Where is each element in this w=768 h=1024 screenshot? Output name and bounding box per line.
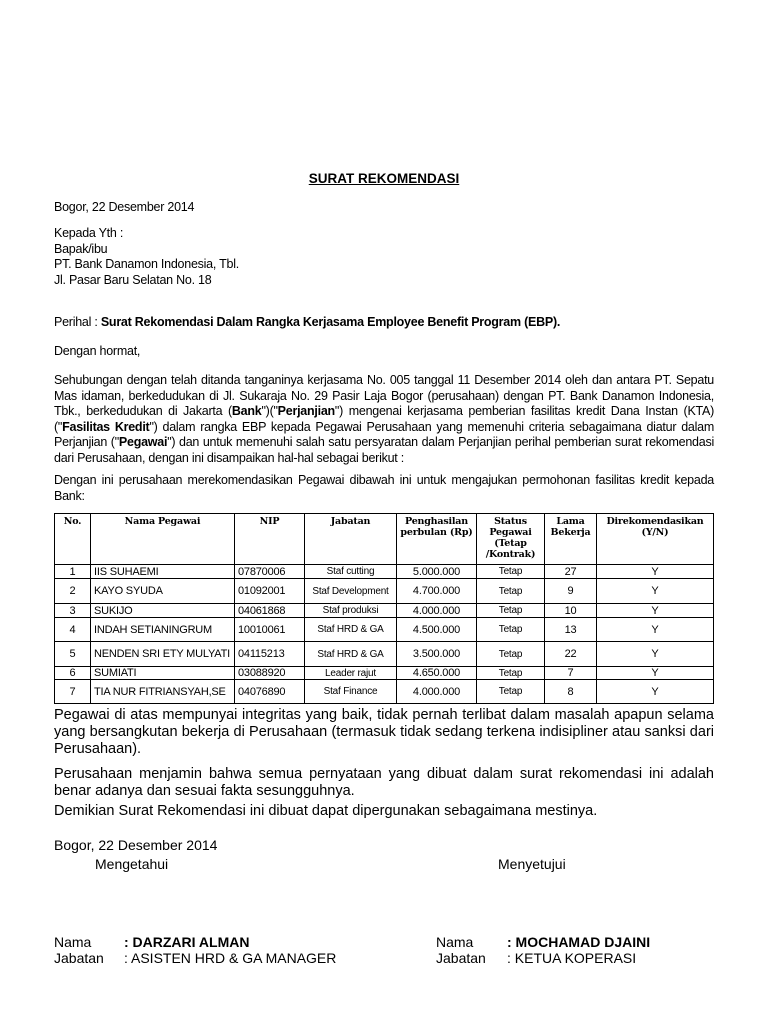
p1-bold-pegawai: Pegawai [118, 435, 168, 449]
recipient-address: Jl. Pasar Baru Selatan No. 18 [54, 272, 212, 287]
cell-rekom: Y [597, 642, 714, 667]
table-row [55, 579, 714, 604]
right-signature-heading: Menyetujui [498, 856, 566, 872]
cell-no: 6 [55, 667, 91, 680]
cell-no: 2 [55, 579, 91, 604]
subject-text: Surat Rekomendasi Dalam Rangka Kerjasama Employee Benefit Program (EBP). [100, 315, 561, 329]
recipient-name: Bapak/ibu [54, 241, 108, 256]
paragraph-intro [54, 373, 714, 466]
cell-lama: 22 [545, 642, 597, 667]
right-title: : KETUA KOPERASI [507, 950, 637, 966]
header-nama: Nama Pegawai [91, 514, 235, 565]
cell-nama: NENDEN SRI ETY MULYATI [91, 642, 235, 667]
cell-jabatan: Staf Development [305, 579, 397, 604]
cell-penghasilan: 3.500.000 [397, 642, 477, 667]
cell-jabatan: Leader rajut [305, 667, 397, 680]
cell-nama: TIA NUR FITRIANSYAH,SE [91, 680, 235, 704]
subject-line [54, 315, 714, 331]
cell-rekom: Y [597, 680, 714, 704]
greeting: Dengan hormat, [54, 344, 141, 358]
employee-table [54, 513, 714, 704]
cell-rekom: Y [597, 565, 714, 579]
cell-status: Tetap [477, 680, 545, 704]
cell-jabatan: Staf cutting [305, 565, 397, 579]
table-row [55, 642, 714, 667]
cell-penghasilan: 4.700.000 [397, 579, 477, 604]
cell-no: 5 [55, 642, 91, 667]
recipient-block [54, 226, 714, 288]
recipient-company: PT. Bank Danamon Indonesia, Tbl. [54, 257, 239, 271]
cell-status: Tetap [477, 618, 545, 642]
cell-nama: SUMIATI [91, 667, 235, 680]
cell-nip: 04076890 [235, 680, 305, 704]
cell-rekom: Y [597, 667, 714, 680]
cell-nama: SUKIJO [91, 604, 235, 618]
cell-status: Tetap [477, 667, 545, 680]
p1-text-4: ") dalam rangka EBP kepada Pegawai Perusahaan yang memenuhi criteria sebagaimana diatur dalam Perjanjian (" [54, 419, 714, 449]
cell-lama: 8 [545, 680, 597, 704]
cell-penghasilan: 4.500.000 [397, 618, 477, 642]
left-signature-heading: Mengetahui [95, 856, 169, 872]
p1-bold-perjanjian: Perjanjian [277, 404, 335, 418]
right-name: : MOCHAMAD DJAINI [507, 934, 651, 950]
paragraph-guarantee: Perusahaan menjamin bahwa semua pernyataan yang dibuat dalam surat rekomendasi ini adalah benar adanya dan sesuai fakta sesungguhnya. [54, 766, 714, 799]
right-title-label: Jabatan [436, 950, 486, 966]
table-row [55, 565, 714, 579]
header-nip: NIP [235, 514, 305, 565]
date-line: Bogor, 22 Desember 2014 [54, 200, 195, 214]
p1-text-2: ")(" [261, 404, 278, 418]
header-penghasilan: Penghasilan perbulan (Rp) [397, 514, 477, 565]
cell-nip: 03088920 [235, 667, 305, 680]
p1-bold-bank: Bank [231, 404, 262, 418]
cell-nip: 07870006 [235, 565, 305, 579]
cell-no: 7 [55, 680, 91, 704]
letter-title: SURAT REKOMENDASI [308, 171, 460, 186]
cell-no: 4 [55, 618, 91, 642]
table-header-row [55, 514, 714, 565]
cell-nip: 10010061 [235, 618, 305, 642]
cell-penghasilan: 4.000.000 [397, 680, 477, 704]
right-name-label: Nama [436, 934, 474, 950]
header-lama: Lama Bekerja [545, 514, 597, 565]
p1-bold-fasilitas: Fasilitas Kredit [62, 419, 150, 434]
cell-lama: 13 [545, 618, 597, 642]
cell-lama: 10 [545, 604, 597, 618]
cell-rekom: Y [597, 618, 714, 642]
cell-jabatan: Staf Finance [305, 680, 397, 704]
cell-jabatan: Staf HRD & GA [305, 618, 397, 642]
p1-text-1: Sehubungan dengan telah ditanda tanganinya kerjasama No. 005 tanggal 11 Desember 2014 oleh dan antara PT. Sepatu Mas idaman, berkedudukan di Jl. Sukaraja No. 29 Pasir Laja Bogor (perusahaan) dengan PT. Bank Danamon Indonesia, Tbk., berkedudukan di Jakarta ( [54, 373, 714, 418]
cell-lama: 9 [545, 579, 597, 604]
cell-nip: 04115213 [235, 642, 305, 667]
cell-nama: INDAH SETIANINGRUM [91, 618, 235, 642]
left-title-label: Jabatan [54, 950, 104, 966]
cell-rekom: Y [597, 604, 714, 618]
cell-status: Tetap [477, 642, 545, 667]
cell-nama: KAYO SYUDA [91, 579, 235, 604]
header-no: No. [55, 514, 91, 565]
cell-lama: 27 [545, 565, 597, 579]
cell-rekom: Y [597, 579, 714, 604]
paragraph-closing: Demikian Surat Rekomendasi ini dibuat dapat dipergunakan sebagaimana mestinya. [54, 803, 598, 819]
header-direkomendasikan: Direkomendasikan (Y/N) [597, 514, 714, 565]
cell-nip: 01092001 [235, 579, 305, 604]
cell-status: Tetap [477, 604, 545, 618]
cell-penghasilan: 5.000.000 [397, 565, 477, 579]
table-row [55, 604, 714, 618]
cell-nip: 04061868 [235, 604, 305, 618]
left-name-label: Nama [54, 934, 92, 950]
left-name: : DARZARI ALMAN [124, 934, 250, 950]
table-row [55, 618, 714, 642]
cell-nama: IIS SUHAEMI [91, 565, 235, 579]
cell-lama: 7 [545, 667, 597, 680]
header-jabatan: Jabatan [305, 514, 397, 565]
paragraph-recommend: Dengan ini perusahaan merekomendasikan Pegawai dibawah ini untuk mengajukan permohonan fasilitas kredit kepada Bank: [54, 473, 714, 503]
paragraph-integrity: Pegawai di atas mempunyai integritas yang baik, tidak pernah terlibat dalam masalah apapun selama yang bersangkutan bekerja di Perusahaan (termasuk tidak sedang terkena indisipliner atau sanksi dari Perusahaan). [54, 707, 714, 757]
p1-text-5: ") dan untuk memenuhi salah satu persyaratan dalam Perjanjian perihal pemberian surat rekomendasi dari Perusahaan, dengan ini disampaikan hal-hal sebagai berikut : [54, 435, 714, 465]
p1-text-3: ") mengenai kerjasama pemberian fasilitas kredit Dana Instan (KTA) (" [54, 404, 714, 434]
table-row [55, 680, 714, 704]
cell-penghasilan: 4.000.000 [397, 604, 477, 618]
recipient-to: Kepada Yth : [54, 226, 124, 240]
header-status: Status Pegawai (Tetap /Kontrak) [477, 514, 545, 565]
cell-jabatan: Staf produksi [305, 604, 397, 618]
cell-no: 1 [55, 565, 91, 579]
table-row [55, 667, 714, 680]
closing-date: Bogor, 22 Desember 2014 [54, 837, 218, 853]
cell-status: Tetap [477, 579, 545, 604]
subject-label: Perihal : [54, 315, 101, 329]
cell-status: Tetap [477, 565, 545, 579]
cell-penghasilan: 4.650.000 [397, 667, 477, 680]
left-title: : ASISTEN HRD & GA MANAGER [124, 950, 337, 966]
cell-no: 3 [55, 604, 91, 618]
cell-jabatan: Staf HRD & GA [305, 642, 397, 667]
